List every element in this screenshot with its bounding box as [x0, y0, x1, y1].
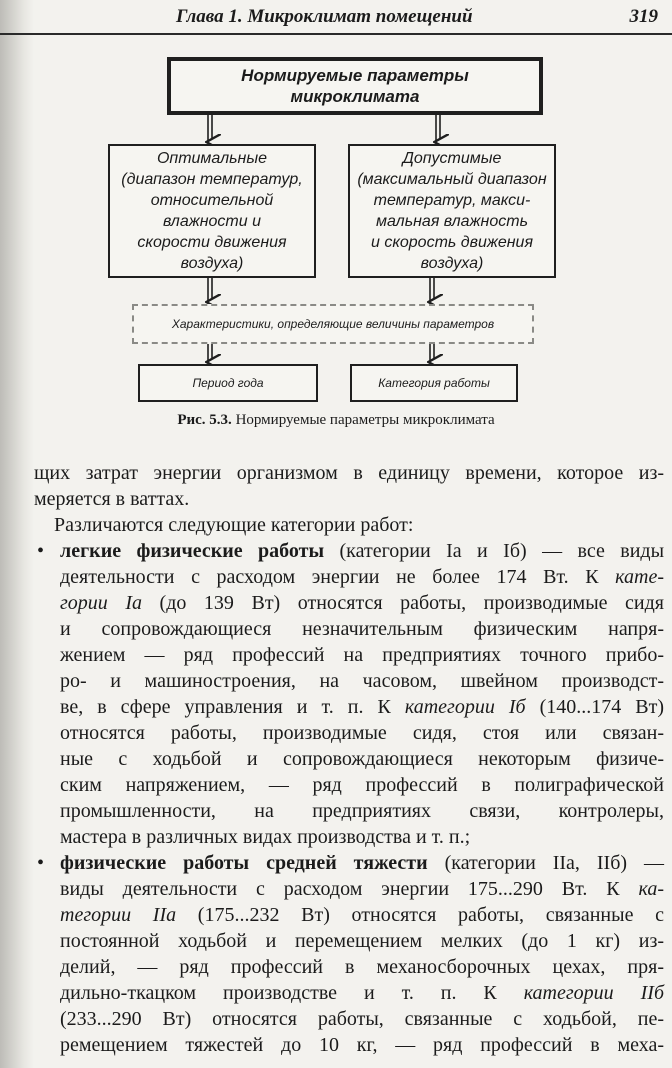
text-line: гории Iа (до 139 Вт) относятся работы, производимые сидя — [60, 592, 665, 614]
microclimate-diagram — [0, 40, 672, 412]
figure-caption — [0, 412, 672, 429]
optimal-label: Оптимальные (диапазон температур, относительной влажности и скорости движения воздуха) — [121, 150, 303, 272]
bullet-marker: • — [37, 540, 45, 562]
text-line: постоянной ходьбой и перемещением мелких (до 1 кг) из- — [60, 930, 664, 952]
admissible-box — [348, 144, 556, 278]
category-label: Категория работы — [378, 376, 490, 390]
term-medium-work: физические работы средней тяжести — [60, 852, 428, 874]
term-light-work: легкие физические работы — [60, 540, 325, 562]
period-label: Период года — [192, 376, 264, 390]
characteristics-box — [132, 304, 534, 344]
text-line: мастера в различных видах производства и т. п.; — [60, 826, 471, 848]
period-box — [138, 364, 318, 402]
chapter-title: Глава 1. Микроклимат помещений — [176, 6, 473, 27]
text-line: относятся работы, производимые сидя, стоя или связан- — [60, 722, 664, 744]
text-line: делий, — ряд профессий в механосборочных цехах, пря- — [60, 956, 664, 978]
bullet-item-light-work: • легкие физические работы (категории Iа и Iб) — все виды — [37, 540, 665, 562]
text-line: ные с ходьбой и сопровождающиеся некоторым физиче- — [60, 748, 664, 770]
optimal-box — [108, 144, 316, 278]
text-line: щих затрат энергии организмом в единицу времени, которое из- — [34, 462, 664, 484]
normalized-parameters-box — [167, 57, 543, 115]
text-line: виды деятельности с расходом энергии 175...290 Вт. К ка- — [60, 878, 664, 900]
text-line: дильно-ткацком производстве и т. п. К категории IIб — [60, 982, 664, 1004]
text-line: ве, в сфере управления и т. п. К категории Iб (140...174 Вт) — [60, 696, 664, 718]
page-header — [0, 0, 672, 40]
text-line: жением — ряд профессий на предприятиях точного прибо- — [60, 644, 664, 666]
text-line: промышленности, на предприятиях связи, контролеры, — [60, 800, 664, 822]
admissible-label: Допустимые (максимальный диапазон температур, макси- мальная влажность и скорость движения воздуха) — [357, 150, 547, 272]
category-box — [350, 364, 518, 402]
text-line: Различаются следующие категории работ: — [54, 514, 414, 536]
text-line: меряется в ваттах. — [34, 488, 190, 510]
caption-text: Нормируемые параметры микроклимата — [235, 412, 495, 428]
caption-label: Рис. 5.3. — [177, 412, 232, 428]
normalized-parameters-label: Нормируемые параметры микроклимата — [241, 66, 469, 106]
text-line: (233...290 Вт) относятся работы, связанные с ходьбой, пе- — [60, 1008, 664, 1030]
body-text — [34, 460, 664, 1058]
text-line: ро- и машиностроения, на часовом, швейном производст- — [60, 670, 664, 692]
bullet-item-medium-work: • физические работы средней тяжести (категории IIа, IIб) — — [37, 852, 665, 874]
text-line: тегории IIа (175...232 Вт) относятся работы, связанные с — [60, 904, 664, 926]
bullet-marker: • — [37, 852, 45, 874]
page-number: 319 — [629, 6, 658, 27]
header-rule — [0, 33, 672, 35]
text-line: деятельности с расходом энергии не более 174 Вт. К катe- — [60, 566, 664, 588]
text-line: ремещением тяжестей до 10 кг, — ряд профессий в меха- — [60, 1034, 664, 1056]
text-line: ским напряжением, — ряд профессий в полиграфической — [60, 774, 664, 796]
text-line: и сопровождающиеся незначительным физическим напря- — [60, 618, 664, 640]
characteristics-label: Характеристики, определяющие величины параметров — [171, 317, 495, 331]
